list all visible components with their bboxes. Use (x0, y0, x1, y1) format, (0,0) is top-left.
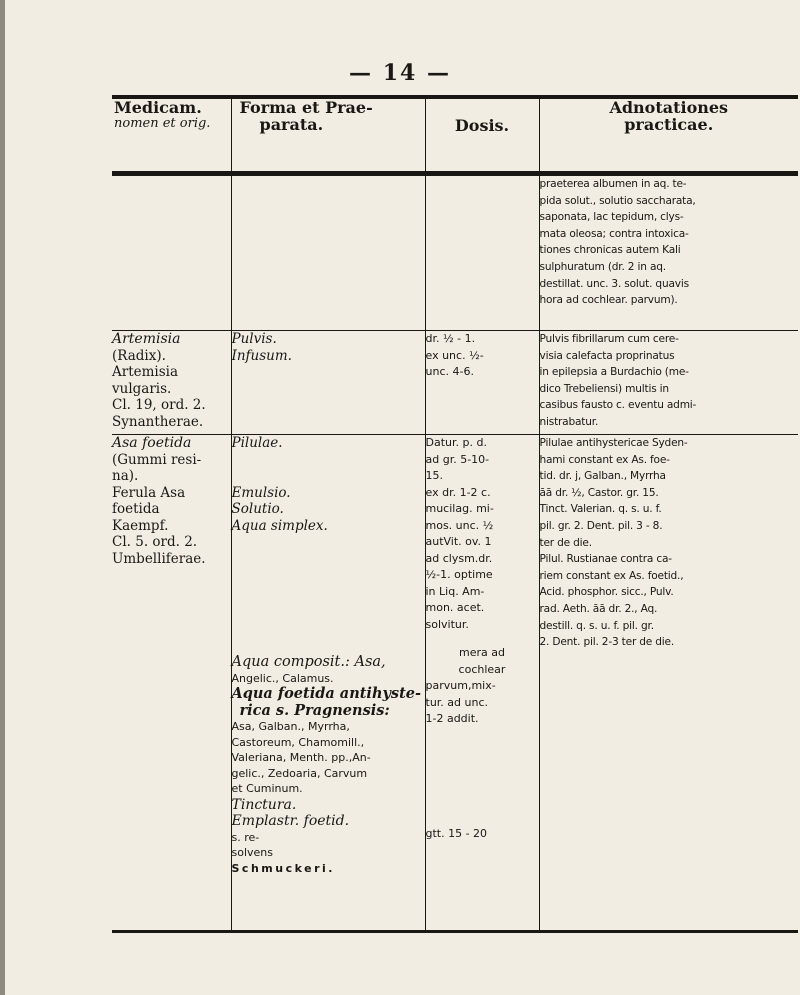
text-line: pida solut., solutio saccharata, (539, 194, 696, 207)
text-line: mos. unc. ½ (425, 518, 494, 532)
text-line: pil. gr. 2. Dent. pil. 3 - 8. (539, 519, 663, 532)
text-line: Aqua simplex. (231, 517, 328, 534)
text-line: Acid. phosphor. sicc., Pulv. (539, 586, 674, 599)
text-line: sulphuratum (dr. 2 in aq. (539, 260, 666, 273)
text-line: Tinctura. (231, 796, 297, 813)
table-row (112, 331, 798, 435)
text-line: et Cuminum. (231, 782, 303, 795)
text-line: Cl. 19, ord. 2. (112, 397, 206, 413)
text-line: solvens (231, 846, 273, 859)
text-line: Cl. 5. ord. 2. (112, 534, 198, 550)
text-line: ad gr. 5-10- (425, 452, 490, 466)
table-header (112, 97, 798, 174)
text-line: Pilulae antihystericae Syden- (539, 437, 688, 449)
page-number: — 14 — (349, 60, 451, 86)
text-line: unc. 4-6. (425, 365, 474, 378)
text-line: Schmuckeri. (231, 861, 335, 875)
text-line: ad clysm.dr. (425, 551, 493, 565)
text-line: Medicam. (114, 98, 202, 117)
header-dosis (425, 97, 539, 174)
text-line: dr. ½ - 1. (425, 332, 476, 345)
text-line: vulgaris. (112, 380, 172, 397)
text-line: nistrabatur. (539, 415, 599, 428)
text-line: hora ad cochlear. parvum). (539, 294, 678, 307)
text-line: Datur. p. d. (425, 436, 487, 449)
text-line: rica s. Pragnensis: (239, 701, 390, 719)
text-line: ter de die. (539, 536, 592, 549)
text-line: parata. (259, 115, 324, 134)
text-line: Castoreum, Chamomill., (231, 735, 365, 749)
text-line: Kaempf. (112, 517, 169, 534)
text-line: Aqua composit.: Asa, (231, 654, 386, 670)
text-line: foetida (112, 501, 160, 517)
text-line: Aqua foetida antihyste- (231, 685, 422, 702)
text-line: destill. q. s. u. f. pil. gr. (539, 619, 654, 632)
text-line: 1-2 addit. (425, 712, 479, 725)
text-line: Synantherae. (112, 413, 204, 430)
text-line: dico Trebeliensi) multis in (539, 382, 669, 395)
text-line: mon. acet. (425, 601, 485, 614)
text-line: hami constant ex As. foe- (539, 453, 670, 466)
text-line: Infusum. (231, 347, 292, 364)
text-line: Forma et Prae- (239, 98, 373, 117)
text-line: mucilag. mi- (425, 502, 494, 515)
text-line: (Gummi resi- (112, 451, 202, 468)
text-line: casibus fausto c. eventu admi- (539, 399, 697, 412)
text-line: parvum,mix- (425, 679, 496, 692)
text-line: ex dr. 1-2 c. (425, 485, 491, 499)
text-line: solvitur. (425, 617, 469, 631)
header-medicament (112, 97, 231, 174)
text-line: gelic., Zedoaria, Carvum (231, 766, 368, 780)
medicament-table (112, 95, 798, 933)
text-line: Artemisia (112, 364, 179, 380)
text-line: Adnotationes (609, 98, 729, 117)
table-row (112, 174, 798, 331)
text-line: Emulsio. (231, 484, 291, 501)
text-line: Pulvis. (231, 331, 277, 347)
text-line: ex unc. ½- (425, 348, 484, 362)
table-row (112, 435, 798, 932)
row1-forms (231, 331, 425, 435)
text-line: s. re- (231, 830, 260, 844)
text-line (232, 468, 425, 485)
text-line: gtt. 15 - 20 (425, 826, 488, 840)
text-line: Dosis. (454, 116, 510, 135)
text-line: Pilul. Rustianae contra ca- (539, 553, 672, 566)
text-line: Asa foetida (112, 435, 192, 451)
text-line: Emplastr. foetid. (231, 813, 350, 829)
text-line: tid. dr. j, Galban., Myrrha (539, 470, 666, 483)
text-line: āā dr. ½, Castor. gr. 15. (539, 486, 659, 499)
text-line: mera ad (459, 646, 505, 659)
row2-notes (539, 435, 798, 932)
row1-notes (539, 331, 798, 435)
text-line: mata oleosa; contra intoxica- (539, 227, 689, 240)
text-line: praeterea albumen in aq. te- (539, 178, 687, 190)
text-line: Artemisia (112, 331, 181, 347)
text-line: destillat. unc. 3. solut. quavis (539, 277, 689, 290)
text-line: saponata, lac tepidum, clys- (539, 211, 684, 224)
text-line: ½-1. optime (425, 568, 493, 581)
row2-dosis (425, 435, 539, 932)
text-line: rad. Aeth. āā dr. 2., Aq. (539, 602, 658, 615)
text-line: Solutio. (231, 501, 284, 517)
row2-name (112, 435, 231, 932)
text-line: visia calefacta proprinatus (539, 349, 675, 362)
text-line (232, 452, 425, 469)
row1-name (112, 331, 231, 435)
row2-forms (231, 435, 425, 932)
text-line: Pulvis fibrillarum cum cere- (539, 333, 679, 345)
header-adnotationes (539, 97, 798, 174)
row1-dosis (425, 331, 539, 435)
row0-notes (539, 174, 798, 331)
text-line: Umbelliferae. (112, 550, 206, 567)
text-line: 2. Dent. pil. 2-3 ter de die. (539, 636, 675, 649)
text-line: in Liq. Am- (425, 584, 485, 598)
text-line: Pilulae. (231, 435, 283, 451)
text-line: (Radix). (112, 347, 166, 364)
text-line: tiones chronicas autem Kali (539, 244, 681, 257)
header-forma (231, 97, 425, 174)
text-line: practicae. (624, 115, 714, 134)
text-line: Asa, Galban., Myrrha, (231, 720, 350, 733)
text-line: tur. ad unc. (425, 695, 488, 709)
text-line: Ferula Asa (112, 484, 186, 501)
text-line: riem constant ex As. foetid., (539, 569, 684, 582)
text-line: Angelic., Calamus. (231, 671, 334, 685)
text-line: Tinct. Valerian. q. s. u. f. (539, 503, 662, 516)
text-line: autVit. ov. 1 (425, 535, 492, 548)
text-line: 15. (425, 469, 443, 482)
text-line: in epilepsia a Burdachio (me- (539, 366, 689, 379)
text-line: cochlear (458, 662, 506, 676)
text-line: Valeriana, Menth. pp.,An- (231, 751, 371, 764)
text-line: na). (112, 468, 139, 484)
text-line: nomen et orig. (114, 116, 211, 131)
